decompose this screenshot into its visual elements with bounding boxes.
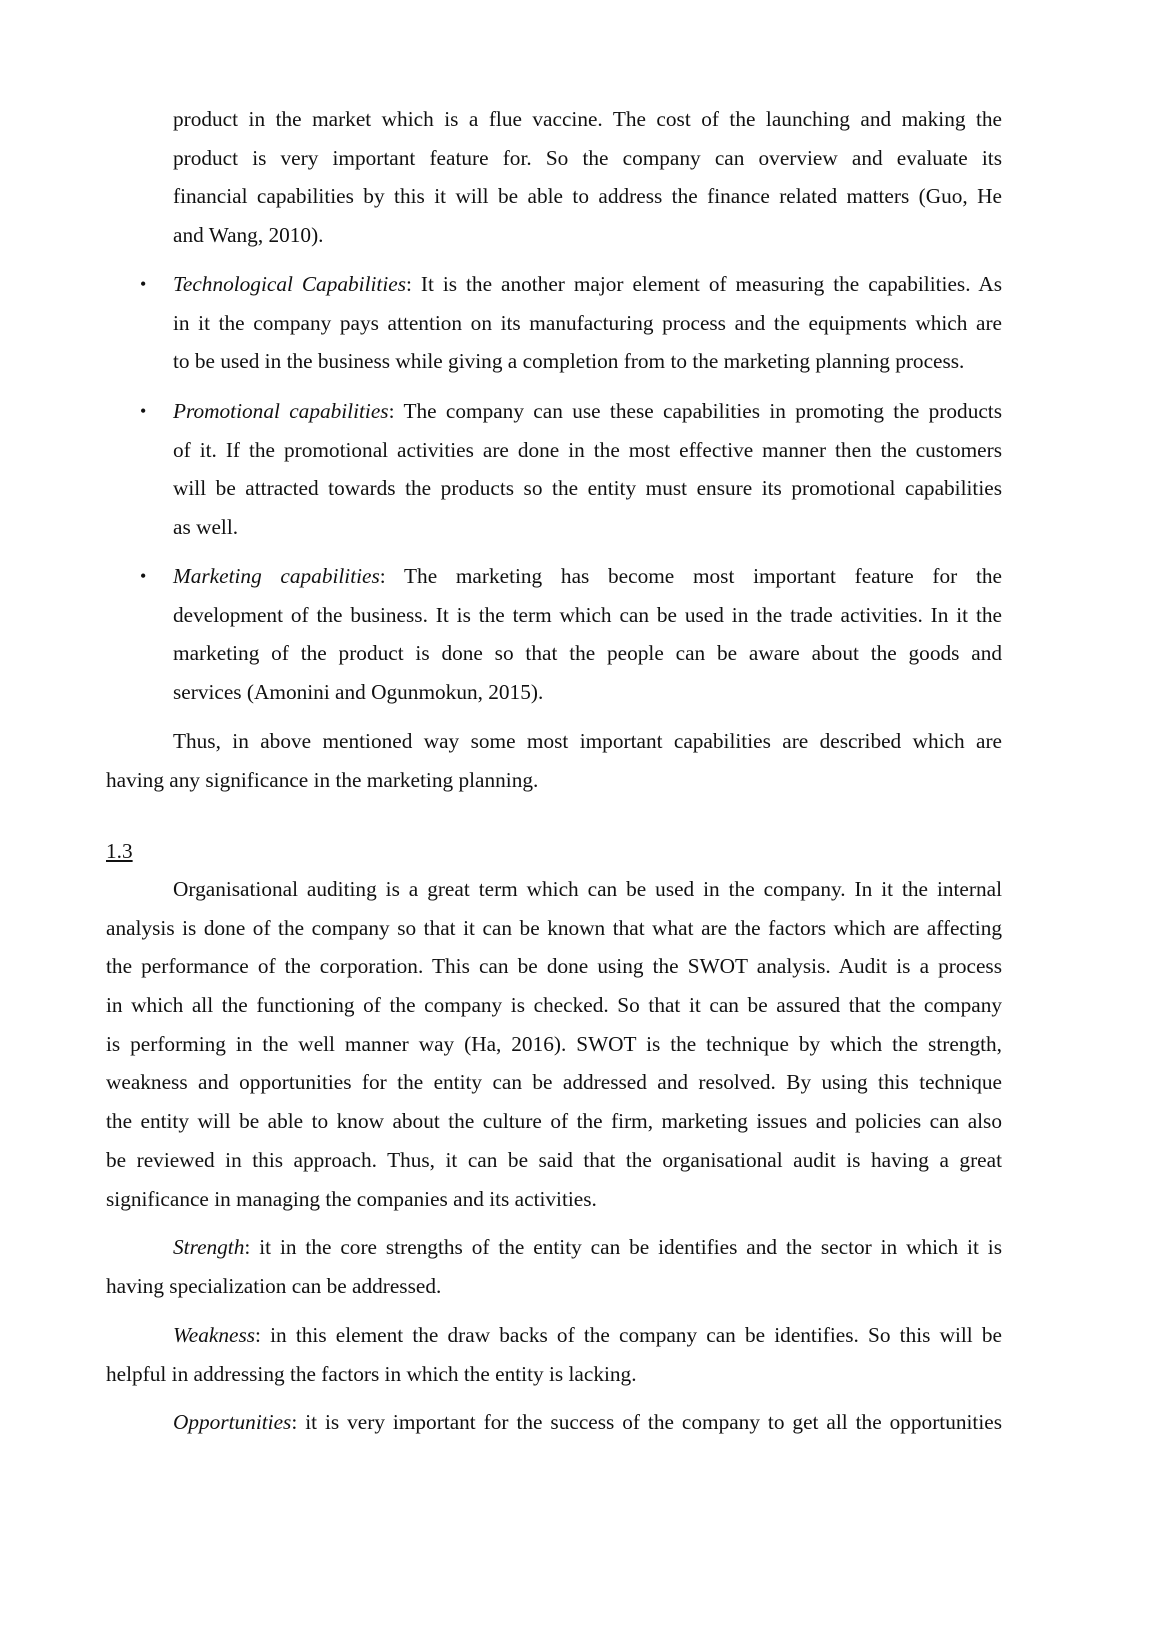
bullet-term: Promotional capabilities bbox=[173, 399, 389, 423]
text-line bbox=[106, 265, 1002, 304]
bullet-term: Marketing capabilities bbox=[173, 564, 380, 588]
text-line: and Wang, 2010). bbox=[173, 223, 324, 248]
bullet-text: : The company can use these capabilities in promoting the products bbox=[388, 399, 1002, 423]
text-line bbox=[106, 557, 1002, 596]
bullet-text: : The marketing has become most important feature for the bbox=[379, 564, 1002, 588]
bullet-icon: • bbox=[140, 401, 147, 421]
text-line: marketing of the product is done so that the people can be aware about the goods and bbox=[173, 641, 1002, 666]
text-line: weakness and opportunities for the entity can be addressed and resolved. By using this technique bbox=[106, 1070, 1002, 1095]
section-heading: 1.3 bbox=[106, 839, 133, 863]
section-heading-block bbox=[106, 832, 1002, 871]
text-line: analysis is done of the company so that it can be known that what are the factors which are affecting bbox=[106, 915, 1002, 940]
text-line: in which all the functioning of the company is checked. So that it can be assured that the company bbox=[106, 993, 1002, 1018]
text-line: significance in managing the companies and its activities. bbox=[106, 1186, 597, 1211]
financial-capabilities-continuation bbox=[106, 100, 1002, 255]
swot-term: Strength bbox=[173, 1235, 245, 1259]
text-line: Thus, in above mentioned way some most important capabilities are described which are bbox=[173, 729, 1002, 753]
swot-text: : it is very important for the success of the company to get all the opportunities bbox=[291, 1410, 1002, 1434]
bullet-icon: • bbox=[140, 274, 147, 294]
bullet-icon: • bbox=[140, 566, 147, 586]
text-line bbox=[106, 1316, 1002, 1355]
swot-text: : in this element the draw backs of the company can be identifies. So this will be bbox=[255, 1323, 1002, 1347]
text-line bbox=[106, 1228, 1002, 1267]
text-line: will be attracted towards the products so the entity must ensure its promotional capabilities bbox=[173, 476, 1002, 501]
text-line: in it the company pays attention on its manufacturing process and the equipments which are bbox=[173, 310, 1002, 335]
swot-strength bbox=[106, 1228, 1002, 1305]
text-line: be reviewed in this approach. Thus, it can be said that the organisational audit is having a great bbox=[106, 1147, 1002, 1172]
text-line: the entity will be able to know about the culture of the firm, marketing issues and policies can also bbox=[106, 1109, 1002, 1134]
bullet-technological-capabilities bbox=[106, 265, 1002, 381]
text-line bbox=[106, 832, 1002, 871]
text-line: product is very important feature for. So the company can overview and evaluate its bbox=[173, 145, 1002, 170]
swot-weakness bbox=[106, 1316, 1002, 1393]
text-line: financial capabilities by this it will be able to address the finance related matters (Guo, He bbox=[173, 184, 1002, 209]
audit-paragraph bbox=[106, 870, 1002, 1218]
text-line: as well. bbox=[173, 515, 239, 540]
text-line: helpful in addressing the factors in which the entity is lacking. bbox=[106, 1361, 637, 1386]
text-line: of it. If the promotional activities are done in the most effective manner then the customers bbox=[173, 437, 1002, 462]
conclusion-paragraph bbox=[106, 722, 1002, 799]
text-line: product in the market which is a flue vaccine. The cost of the launching and making the bbox=[173, 107, 1002, 131]
text-line: to be used in the business while giving a completion from to the marketing planning process. bbox=[173, 349, 965, 374]
swot-term: Weakness bbox=[173, 1323, 256, 1347]
text-line: having specialization can be addressed. bbox=[106, 1273, 442, 1298]
swot-term: Opportunities bbox=[173, 1410, 292, 1434]
bullet-text: : It is the another major element of measuring the capabilities. As bbox=[405, 272, 1002, 296]
bullet-term: Technological Capabilities bbox=[173, 272, 406, 296]
bullet-marketing-capabilities bbox=[106, 557, 1002, 712]
swot-opportunities bbox=[106, 1403, 1002, 1442]
text-line bbox=[106, 1403, 1002, 1442]
swot-text: : it in the core strengths of the entity can be identifies and the sector in which it is bbox=[244, 1235, 1002, 1259]
text-line: development of the business. It is the term which can be used in the trade activities. In it the bbox=[173, 602, 1002, 627]
text-line: having any significance in the marketing planning. bbox=[106, 767, 539, 792]
text-line: is performing in the well manner way (Ha, 2016). SWOT is the technique by which the strength, bbox=[106, 1031, 1002, 1056]
bullet-promotional-capabilities bbox=[106, 392, 1002, 547]
text-line: the performance of the corporation. This can be done using the SWOT analysis. Audit is a process bbox=[106, 954, 1002, 979]
text-line bbox=[106, 392, 1002, 431]
text-line: services (Amonini and Ogunmokun, 2015). bbox=[173, 680, 544, 705]
text-line: Organisational auditing is a great term which can be used in the company. In it the internal bbox=[173, 877, 1002, 901]
